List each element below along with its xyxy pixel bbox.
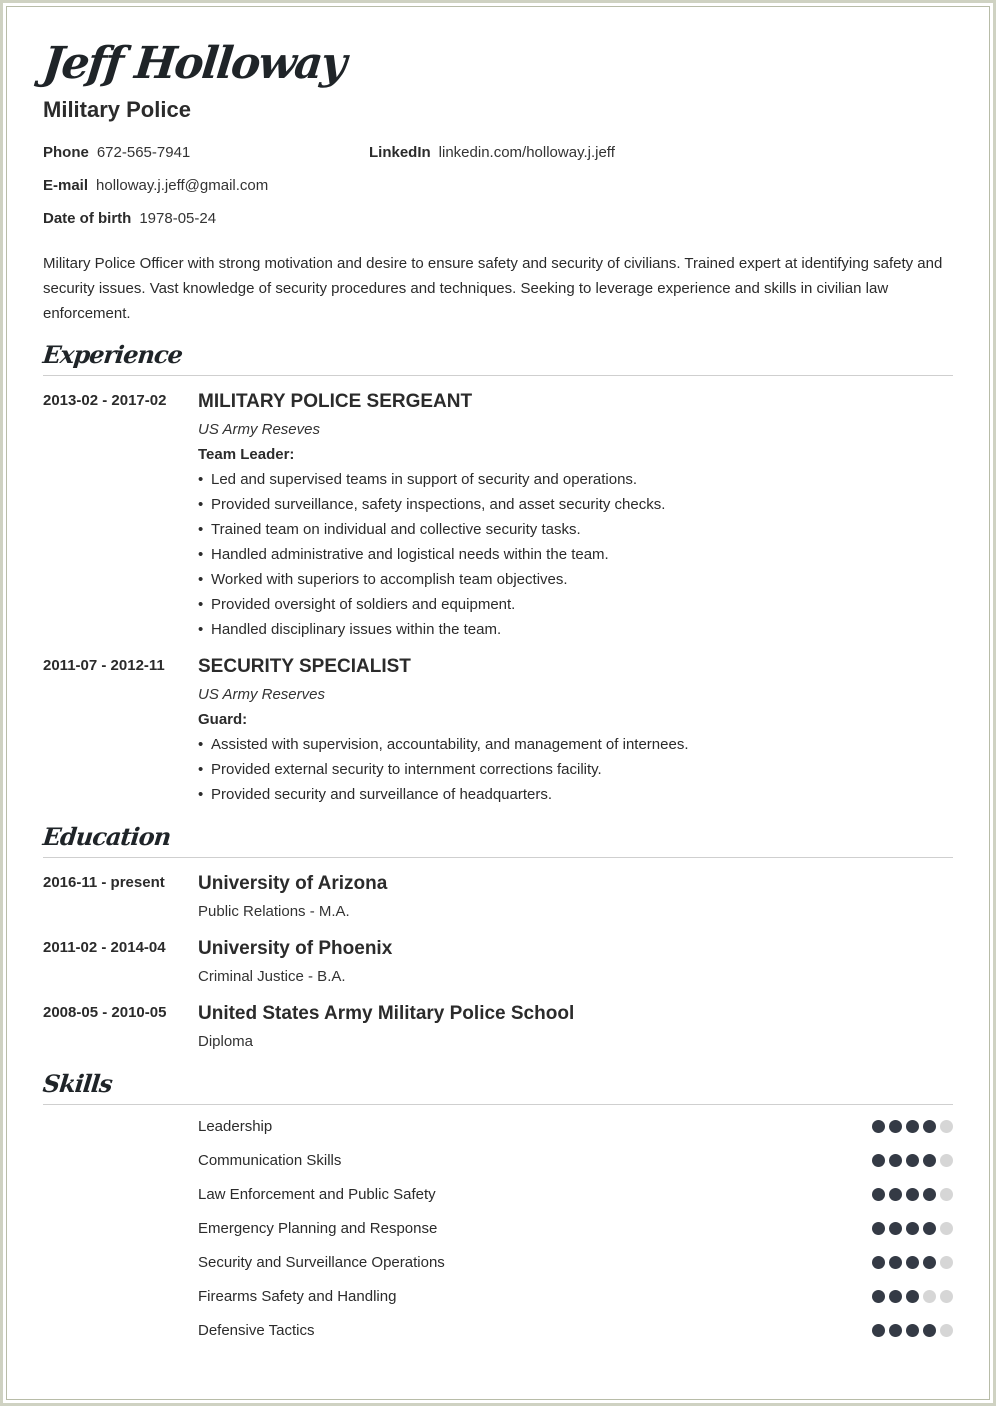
rating-dot-filled xyxy=(889,1222,902,1235)
job-title: Military Police xyxy=(43,97,191,122)
skills-heading-text: Skills xyxy=(41,1069,114,1098)
skill-name: Leadership xyxy=(198,1118,273,1135)
skill-row xyxy=(198,1286,953,1310)
skill-rating xyxy=(872,1290,953,1303)
rating-dot-filled xyxy=(872,1154,885,1167)
contact-phone xyxy=(43,144,190,161)
experience-date: 2013-02 - 2017-02 xyxy=(43,392,167,409)
skill-row xyxy=(198,1150,953,1174)
rating-dot-filled xyxy=(872,1324,885,1337)
rating-dot-filled xyxy=(923,1120,936,1133)
education-degree: Criminal Justice - B.A. xyxy=(198,968,346,985)
email-label: E-mail xyxy=(43,177,89,194)
rating-dot-filled xyxy=(906,1154,919,1167)
skill-rating xyxy=(872,1324,953,1337)
skill-row xyxy=(198,1320,953,1344)
education-degree: Public Relations - M.A. xyxy=(198,903,350,920)
experience-date: 2011-07 - 2012-11 xyxy=(43,657,165,674)
rating-dot-filled xyxy=(923,1154,936,1167)
skill-name: Law Enforcement and Public Safety xyxy=(198,1186,436,1203)
rating-dot-filled xyxy=(906,1120,919,1133)
experience-subtitle: Team Leader: xyxy=(198,446,295,463)
education-date: 2016-11 - present xyxy=(43,874,165,891)
education-school: University of Phoenix xyxy=(198,938,393,959)
rating-dot-filled xyxy=(923,1256,936,1269)
bullet-item: • Led and supervised teams in support of security and operations. xyxy=(198,467,953,492)
rating-dot-filled xyxy=(872,1188,885,1201)
rating-dot-empty xyxy=(940,1290,953,1303)
experience-role: SECURITY SPECIALIST xyxy=(198,656,411,677)
skill-rating xyxy=(872,1256,953,1269)
skill-row xyxy=(198,1184,953,1208)
bullet-item: • Worked with superiors to accomplish team objectives. xyxy=(198,567,953,592)
skill-name: Security and Surveillance Operations xyxy=(198,1254,445,1271)
bullet-item: • Provided surveillance, safety inspections, and asset security checks. xyxy=(198,492,953,517)
rating-dot-filled xyxy=(889,1188,902,1201)
skill-row xyxy=(198,1116,953,1140)
candidate-name: Jeff Holloway xyxy=(40,38,348,89)
contact-dob xyxy=(43,210,216,227)
rating-dot-empty xyxy=(923,1290,936,1303)
linkedin-label: LinkedIn xyxy=(369,144,431,161)
rating-dot-filled xyxy=(889,1324,902,1337)
education-heading-text: Education xyxy=(41,822,172,851)
experience-organization: US Army Reserves xyxy=(198,686,325,703)
experience-bullets xyxy=(198,467,953,642)
bullet-item: • Handled administrative and logistical needs within the team. xyxy=(198,542,953,567)
experience-subtitle: Guard: xyxy=(198,711,248,728)
contact-linkedin xyxy=(369,144,615,161)
rating-dot-filled xyxy=(906,1222,919,1235)
experience-heading-text: Experience xyxy=(41,340,184,369)
rating-dot-filled xyxy=(923,1324,936,1337)
rating-dot-filled xyxy=(923,1222,936,1235)
rating-dot-filled xyxy=(889,1290,902,1303)
rating-dot-empty xyxy=(940,1222,953,1235)
bullet-item: • Assisted with supervision, accountability, and management of internees. xyxy=(198,732,953,757)
skill-rating xyxy=(872,1154,953,1167)
rating-dot-filled xyxy=(923,1188,936,1201)
skill-name: Emergency Planning and Response xyxy=(198,1220,438,1237)
rating-dot-filled xyxy=(906,1256,919,1269)
experience-role: MILITARY POLICE SERGEANT xyxy=(198,391,473,412)
summary-text: Military Police Officer with strong motivation and desire to ensure safety and security of civilians. Trained expert at identifying safety and security issues. Vast knowledge of security procedures and techniques. Seeking to leverage experience and skills in civilian law enforcement. xyxy=(43,255,943,322)
rating-dot-filled xyxy=(906,1324,919,1337)
education-date: 2008-05 - 2010-05 xyxy=(43,1004,167,1021)
rating-dot-empty xyxy=(940,1188,953,1201)
bullet-item: • Handled disciplinary issues within the team. xyxy=(198,617,953,642)
rating-dot-filled xyxy=(889,1154,902,1167)
rating-dot-filled xyxy=(889,1120,902,1133)
education-school: United States Army Military Police School xyxy=(198,1003,575,1024)
contact-email xyxy=(43,177,268,194)
rating-dot-filled xyxy=(872,1222,885,1235)
skill-row xyxy=(198,1218,953,1242)
rating-dot-filled xyxy=(872,1120,885,1133)
dob-value: 1978-05-24 xyxy=(139,210,217,227)
rating-dot-empty xyxy=(940,1154,953,1167)
skill-row xyxy=(198,1252,953,1276)
skills-heading xyxy=(43,1069,953,1105)
phone-value: 672-565-7941 xyxy=(96,144,191,161)
education-degree: Diploma xyxy=(198,1033,254,1050)
rating-dot-filled xyxy=(906,1290,919,1303)
experience-bullets xyxy=(198,732,953,807)
bullet-item: • Provided external security to internment corrections facility. xyxy=(198,757,953,782)
rating-dot-empty xyxy=(940,1256,953,1269)
bullet-item: • Trained team on individual and collective security tasks. xyxy=(198,517,953,542)
phone-label: Phone xyxy=(43,144,89,161)
education-school: University of Arizona xyxy=(198,873,388,894)
experience-heading xyxy=(43,340,953,376)
bullet-item: • Provided oversight of soldiers and equipment. xyxy=(198,592,953,617)
skill-rating xyxy=(872,1188,953,1201)
rating-dot-filled xyxy=(906,1188,919,1201)
dob-label: Date of birth xyxy=(43,210,132,227)
skill-name: Communication Skills xyxy=(198,1152,342,1169)
linkedin-value: linkedin.com/holloway.j.jeff xyxy=(438,144,615,161)
rating-dot-empty xyxy=(940,1120,953,1133)
skill-name: Defensive Tactics xyxy=(198,1322,315,1339)
rating-dot-filled xyxy=(872,1256,885,1269)
email-value: holloway.j.jeff@gmail.com xyxy=(96,177,269,194)
rating-dot-filled xyxy=(872,1290,885,1303)
bullet-item: • Provided security and surveillance of headquarters. xyxy=(198,782,953,807)
skill-rating xyxy=(872,1120,953,1133)
education-heading xyxy=(43,822,953,858)
experience-organization: US Army Reseves xyxy=(198,421,320,438)
skill-name: Firearms Safety and Handling xyxy=(198,1288,397,1305)
education-date: 2011-02 - 2014-04 xyxy=(43,939,166,956)
rating-dot-filled xyxy=(889,1256,902,1269)
rating-dot-empty xyxy=(940,1324,953,1337)
skill-rating xyxy=(872,1222,953,1235)
